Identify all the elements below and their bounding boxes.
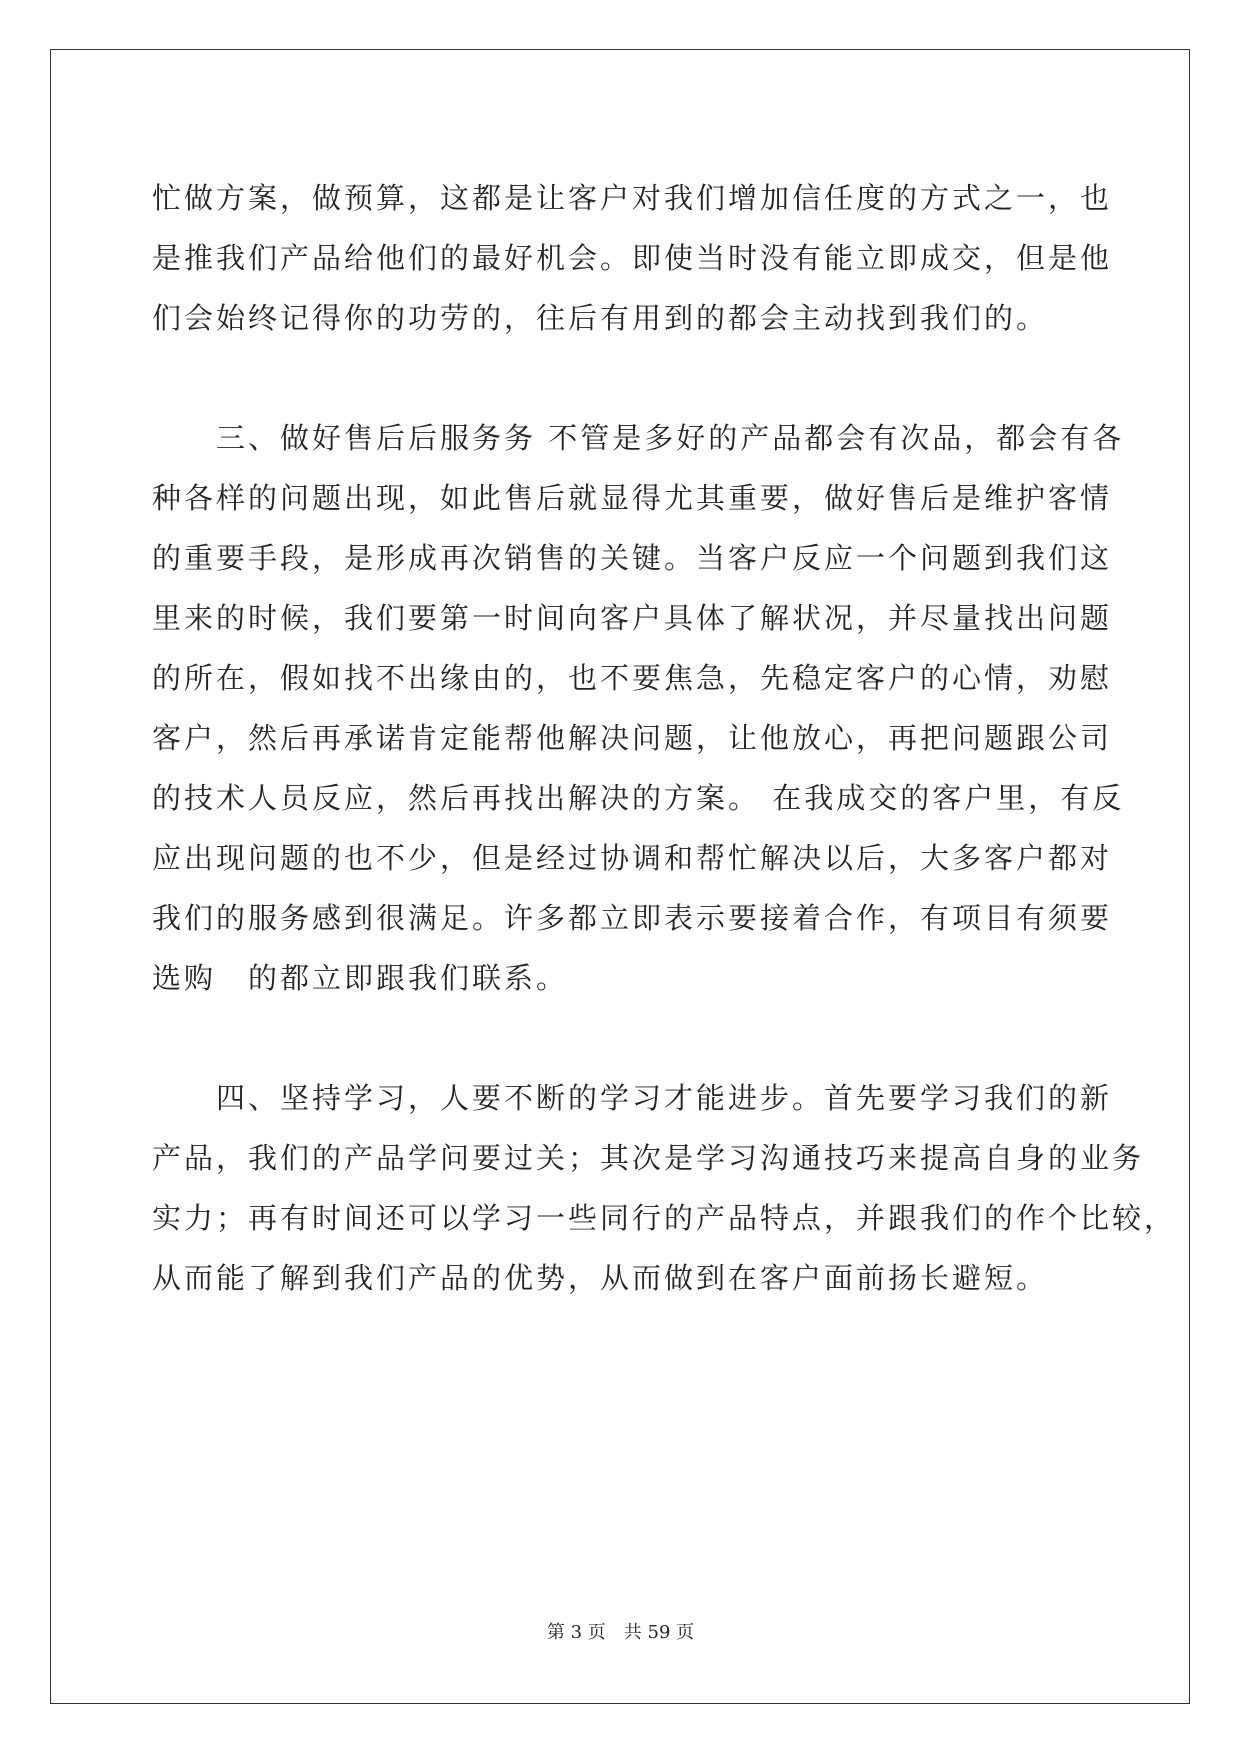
paragraph-heading-line: 三、做好售后后服务务 不管是多好的产品都会有次品，都会有各 <box>216 421 1125 455</box>
text-line: 们会始终记得你的功劳的，往后有用到的都会主动找到我们的。 <box>152 301 1049 335</box>
page-number-footer: 第 3 页 共 59 页 <box>546 1622 695 1643</box>
text-line: 我们的服务感到很满足。许多都立即表示要接着合作，有项目有须要 <box>152 901 1113 935</box>
text-line: 应出现问题的也不少，但是经过协调和帮忙解决以后，大多客户都对 <box>152 841 1113 875</box>
document-body <box>152 168 1177 1308</box>
paragraph-gap <box>152 1008 1092 1068</box>
text-line: 产品，我们的产品学问要过关；其次是学习沟通技巧来提高自身的业务 <box>152 1141 1145 1175</box>
text-line: 客户，然后再承诺肯定能帮他解决问题，让他放心，再把问题跟公司 <box>152 721 1113 755</box>
text-line: 里来的时候，我们要第一时间向客户具体了解状况，并尽量找出问题 <box>152 601 1113 635</box>
text-line: 忙做方案，做预算，这都是让客户对我们增加信任度的方式之一，也 <box>152 181 1113 215</box>
text-line: 的重要手段，是形成再次销售的关键。当客户反应一个问题到我们这 <box>152 541 1113 575</box>
text-line: 的技术人员反应，然后再找出解决的方案。 在我成交的客户里，有反 <box>152 781 1125 815</box>
paragraph-gap <box>152 348 1092 408</box>
text-line: 是推我们产品给他们的最好机会。即使当时没有能立即成交，但是他 <box>152 241 1113 275</box>
paragraph-heading-line: 四、坚持学习，人要不断的学习才能进步。首先要学习我们的新 <box>216 1081 1113 1115</box>
text-line: 选购 的都立即跟我们联系。 <box>152 961 569 995</box>
text-line: 的所在，假如找不出缘由的，也不要焦急，先稳定客户的心情，劝慰 <box>152 661 1113 695</box>
text-line: 实力；再有时间还可以学习一些同行的产品特点，并跟我们的作个比较， <box>152 1201 1177 1235</box>
text-line: 种各样的问题出现，如此售后就显得尤其重要，做好售后是维护客情 <box>152 481 1113 515</box>
text-line: 从而能了解到我们产品的优势，从而做到在客户面前扬长避短。 <box>152 1261 1049 1295</box>
